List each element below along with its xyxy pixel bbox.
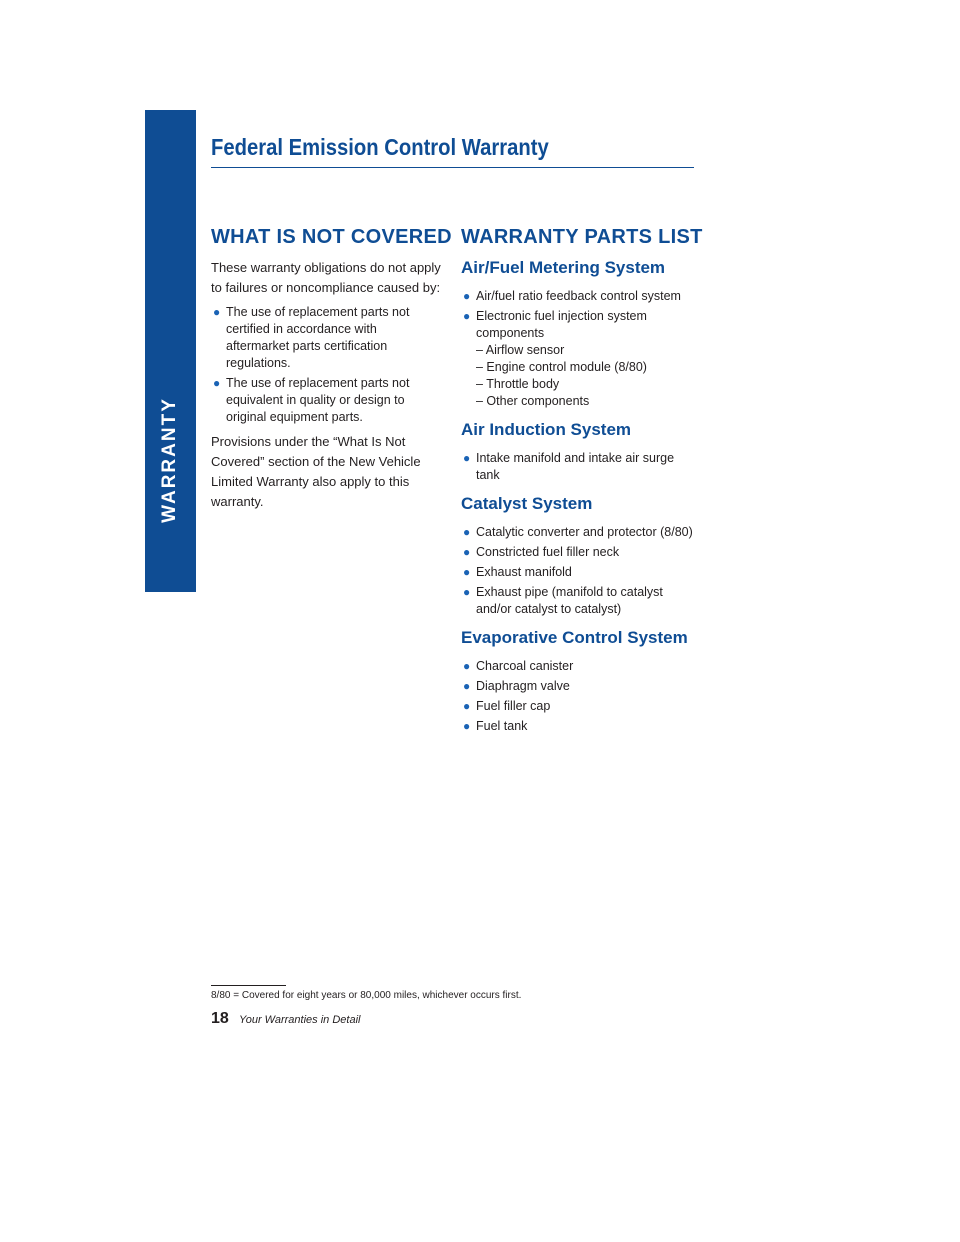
not-covered-closing: Provisions under the “What Is Not Covered” section of the New Vehicle Limited Warranty also apply to this warranty. bbox=[211, 434, 421, 509]
sub-list-item: – Other components bbox=[476, 394, 590, 408]
not-covered-heading: WHAT IS NOT COVERED bbox=[211, 226, 452, 248]
bullet-icon: ● bbox=[463, 679, 471, 693]
list-item: ● Air/fuel ratio feedback control system bbox=[463, 289, 681, 303]
air-fuel-heading: Air/Fuel Metering System bbox=[461, 258, 666, 277]
evaporative-heading: Evaporative Control System bbox=[461, 628, 688, 647]
bullet-icon: ● bbox=[463, 451, 471, 465]
running-footer: Your Warranties in Detail bbox=[239, 1014, 361, 1026]
bullet-icon: ● bbox=[463, 719, 471, 733]
parts-list-heading: WARRANTY PARTS LIST bbox=[461, 226, 703, 248]
list-item: ● Intake manifold and intake air surge tank bbox=[463, 451, 675, 482]
sub-list-item: – Engine control module (8/80) bbox=[476, 360, 647, 374]
list-item: ● Exhaust manifold bbox=[463, 565, 572, 579]
not-covered-list bbox=[211, 304, 443, 426]
bullet-icon: ● bbox=[213, 305, 221, 319]
not-covered-intro: These warranty obligations do not apply to failures or noncompliance caused by: bbox=[211, 260, 441, 295]
bullet-icon: ● bbox=[463, 659, 471, 673]
air-induction-list bbox=[461, 450, 701, 484]
parts-list-column bbox=[461, 226, 701, 741]
not-covered-column bbox=[211, 226, 452, 518]
bullet-icon: ● bbox=[463, 585, 471, 599]
air-fuel-list bbox=[461, 288, 701, 410]
list-item: ● The use of replacement parts not equivalent in quality or design to original equipment parts. bbox=[213, 376, 410, 424]
page-number: 18 bbox=[211, 1010, 229, 1027]
page-title: Federal Emission Control Warranty bbox=[211, 134, 549, 160]
title-divider bbox=[211, 167, 694, 168]
bullet-icon: ● bbox=[463, 699, 471, 713]
sub-list-item: – Throttle body bbox=[476, 377, 560, 391]
list-item: ● Fuel filler cap bbox=[463, 699, 551, 713]
list-item: ● The use of replacement parts not certified in accordance with aftermarket parts certification regulations. bbox=[213, 305, 410, 370]
footnote-divider bbox=[211, 985, 286, 986]
bullet-icon: ● bbox=[463, 565, 471, 579]
section-tab-label: WARRANTY bbox=[159, 397, 180, 523]
section-tab bbox=[145, 110, 196, 592]
bullet-icon: ● bbox=[463, 289, 471, 303]
catalyst-list bbox=[461, 524, 701, 618]
bullet-icon: ● bbox=[213, 376, 221, 390]
bullet-icon: ● bbox=[463, 309, 471, 323]
list-item: ● Electronic fuel injection system components – Airflow sensor – Engine control module (8/80) – Throttle body – Other components bbox=[461, 308, 701, 410]
list-item: ● Catalytic converter and protector (8/80) bbox=[463, 525, 693, 539]
bullet-icon: ● bbox=[463, 545, 471, 559]
sub-list-item: – Airflow sensor bbox=[476, 343, 565, 357]
list-item: ● Exhaust pipe (manifold to catalyst and/or catalyst to catalyst) bbox=[463, 585, 663, 616]
bullet-icon: ● bbox=[463, 525, 471, 539]
footnote: 8/80 = Covered for eight years or 80,000 miles, whichever occurs first. bbox=[211, 990, 522, 1001]
air-induction-heading: Air Induction System bbox=[461, 420, 632, 439]
catalyst-heading: Catalyst System bbox=[461, 494, 593, 513]
air-fuel-sublist bbox=[476, 342, 701, 410]
list-item: ● Charcoal canister bbox=[463, 659, 574, 673]
evaporative-list bbox=[461, 658, 701, 735]
list-item: ● Fuel tank bbox=[463, 719, 528, 733]
list-item: ● Constricted fuel filler neck bbox=[463, 545, 620, 559]
list-item: ● Diaphragm valve bbox=[463, 679, 570, 693]
